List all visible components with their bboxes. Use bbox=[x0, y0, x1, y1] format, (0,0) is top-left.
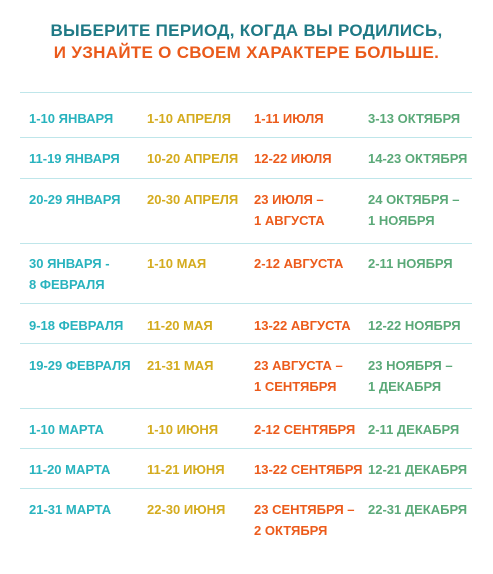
date-range-c2 bbox=[147, 355, 213, 376]
date-range-c1 bbox=[29, 355, 131, 376]
date-range-c1 bbox=[29, 108, 113, 129]
row-divider bbox=[20, 448, 472, 449]
row-divider bbox=[20, 488, 472, 489]
date-range-c3 bbox=[254, 108, 324, 129]
date-range-c4 bbox=[368, 253, 453, 274]
date-range-text: 12-22 ИЮЛЯ bbox=[254, 151, 332, 166]
date-range-text: 3-13 ОКТЯБРЯ bbox=[368, 111, 461, 126]
date-range-c4 bbox=[368, 459, 467, 480]
date-range-c3 bbox=[254, 148, 332, 169]
date-range-text: 11-20 МАРТА bbox=[29, 462, 111, 477]
date-range-text: 19-29 ФЕВРАЛЯ bbox=[29, 358, 131, 373]
date-range-text: 1-11 ИЮЛЯ bbox=[254, 111, 324, 126]
row-divider bbox=[20, 137, 472, 138]
date-range-c3 bbox=[254, 253, 343, 274]
date-range-text: 22-31 ДЕКАБРЯ bbox=[368, 502, 468, 517]
date-range-text: 23 АВГУСТА – bbox=[254, 358, 343, 373]
row-divider bbox=[20, 303, 472, 304]
date-range-text-continued: 1 ДЕКАБРЯ bbox=[368, 379, 442, 394]
date-range-text: 20-30 АПРЕЛЯ bbox=[147, 192, 239, 207]
date-range-text: 24 ОКТЯБРЯ – bbox=[368, 192, 460, 207]
date-range-text: 2-11 НОЯБРЯ bbox=[368, 256, 453, 271]
date-range-text: 30 ЯНВАРЯ - bbox=[29, 256, 110, 271]
date-range-c3 bbox=[254, 189, 325, 231]
date-range-c1 bbox=[29, 189, 120, 210]
date-range-c3 bbox=[254, 315, 351, 336]
date-range-c2 bbox=[147, 253, 206, 274]
date-range-text: 10-20 АПРЕЛЯ bbox=[147, 151, 239, 166]
date-range-c1 bbox=[29, 253, 110, 295]
date-range-text: 11-19 ЯНВАРЯ bbox=[29, 151, 120, 166]
date-range-c3 bbox=[254, 355, 343, 397]
date-range-c3 bbox=[254, 459, 362, 480]
date-range-c2 bbox=[147, 459, 225, 480]
date-range-text: 13-22 АВГУСТА bbox=[254, 318, 351, 333]
date-range-c4 bbox=[368, 315, 461, 336]
row-divider bbox=[20, 343, 472, 344]
date-range-text: 20-29 ЯНВАРЯ bbox=[29, 192, 121, 207]
date-range-c2 bbox=[147, 108, 231, 129]
date-range-text: 1-10 АПРЕЛЯ bbox=[147, 111, 231, 126]
date-range-text: 1-10 ЯНВАРЯ bbox=[29, 111, 114, 126]
date-range-text: 14-23 ОКТЯБРЯ bbox=[368, 151, 468, 166]
date-range-text-continued: 1 НОЯБРЯ bbox=[368, 213, 435, 228]
date-range-text: 12-21 ДЕКАБРЯ bbox=[368, 462, 468, 477]
date-range-text: 1-10 ИЮНЯ bbox=[147, 422, 219, 437]
title-line-2: И УЗНАЙТЕ О СВОЕМ ХАРАКТЕРЕ БОЛЬШЕ. bbox=[53, 43, 440, 62]
row-divider bbox=[20, 408, 472, 409]
date-range-text: 1-10 МАРТА bbox=[29, 422, 104, 437]
date-range-c2 bbox=[147, 315, 213, 336]
date-range-c2 bbox=[147, 189, 238, 210]
date-range-text-continued: 8 ФЕВРАЛЯ bbox=[29, 277, 105, 292]
row-divider bbox=[20, 92, 472, 93]
date-range-text: 12-22 НОЯБРЯ bbox=[368, 318, 461, 333]
page-title bbox=[0, 20, 493, 64]
date-range-text: 23 НОЯБРЯ – bbox=[368, 358, 453, 373]
date-range-c4 bbox=[368, 499, 467, 520]
date-range-text: 23 ИЮЛЯ – bbox=[254, 192, 324, 207]
date-range-c2 bbox=[147, 499, 225, 520]
date-range-text: 23 СЕНТЯБРЯ – bbox=[254, 502, 355, 517]
date-range-text: 2-12 АВГУСТА bbox=[254, 256, 344, 271]
date-range-text-continued: 1 СЕНТЯБРЯ bbox=[254, 379, 337, 394]
date-range-c4 bbox=[368, 355, 453, 397]
title-line-1: ВЫБЕРИТЕ ПЕРИОД, КОГДА ВЫ РОДИЛИСЬ, bbox=[50, 21, 443, 40]
date-range-text-continued: 2 ОКТЯБРЯ bbox=[254, 523, 328, 538]
date-range-text: 22-30 ИЮНЯ bbox=[147, 502, 226, 517]
date-range-c2 bbox=[147, 148, 238, 169]
date-range-text: 2-11 ДЕКАБРЯ bbox=[368, 422, 460, 437]
date-range-text: 1-10 МАЯ bbox=[147, 256, 207, 271]
date-range-text: 21-31 МАЯ bbox=[147, 358, 214, 373]
date-range-text: 9-18 ФЕВРАЛЯ bbox=[29, 318, 124, 333]
date-range-c4 bbox=[368, 189, 459, 231]
date-range-c2 bbox=[147, 419, 218, 440]
date-range-text: 2-12 СЕНТЯБРЯ bbox=[254, 422, 356, 437]
date-range-c3 bbox=[254, 419, 355, 440]
date-range-c1 bbox=[29, 419, 104, 440]
date-range-c1 bbox=[29, 459, 110, 480]
row-divider bbox=[20, 243, 472, 244]
row-divider bbox=[20, 178, 472, 179]
date-range-c4 bbox=[368, 108, 460, 129]
date-range-text: 13-22 СЕНТЯБРЯ bbox=[254, 462, 363, 477]
date-range-c1 bbox=[29, 148, 120, 169]
date-range-c4 bbox=[368, 148, 467, 169]
date-range-c3 bbox=[254, 499, 355, 541]
date-range-text: 11-21 ИЮНЯ bbox=[147, 462, 225, 477]
date-range-text: 11-20 МАЯ bbox=[147, 318, 213, 333]
date-range-text: 21-31 МАРТА bbox=[29, 502, 112, 517]
date-range-c4 bbox=[368, 419, 459, 440]
date-range-text-continued: 1 АВГУСТА bbox=[254, 213, 325, 228]
date-range-c1 bbox=[29, 499, 111, 520]
date-range-c1 bbox=[29, 315, 123, 336]
